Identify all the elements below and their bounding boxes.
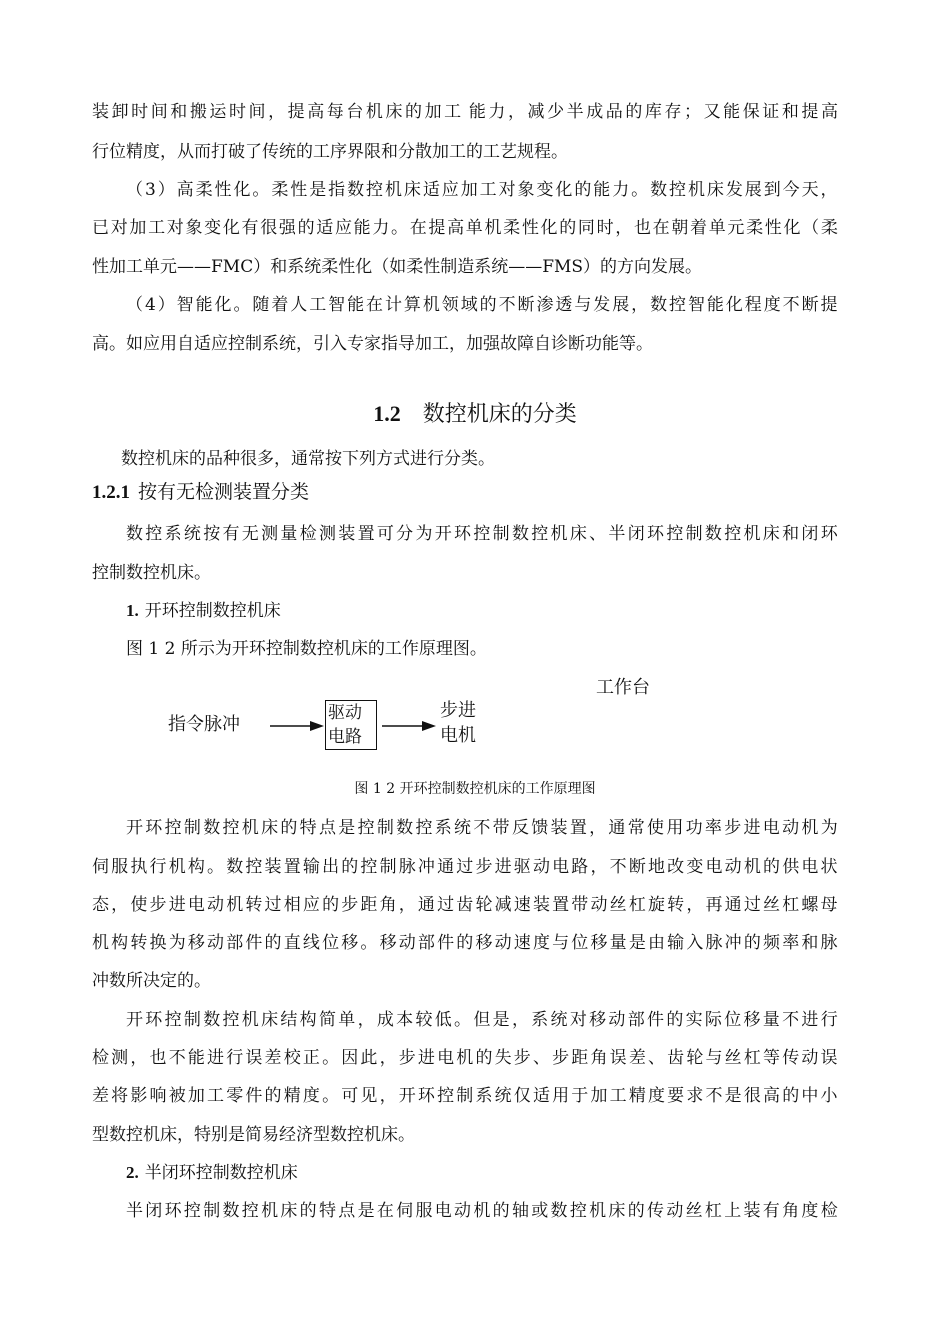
section-title: 数控机床的分类 xyxy=(422,402,577,427)
box-line: 驱动 xyxy=(328,703,362,723)
item-title: 半闭环控制数控机床 xyxy=(144,1163,298,1183)
motor-label-line2: 电机 xyxy=(440,725,476,746)
paragraph-line: 控制数控机床。 xyxy=(92,563,211,583)
paragraph-line: 数 控 系 统 按 有 无 测 量 检 测 装 置 可 分 为 开 环 控 制 数 控 机 床 、 半 闭 环 控 制 数 控 机 床 和 闭 环 xyxy=(126,524,838,544)
paragraph-line: 伺 服 执 行 机 构 。 数 控 装 置 输 出 的 控 制 脉 冲 通 过 步 进 驱 动 电 路 ， 不 断 地 改 变 电 动 机 的 供 电 状 xyxy=(92,857,838,877)
paragraph-line: 高。如应用自适应控制系统，引入专家指导加工，加强故障自诊断功能等。 xyxy=(92,334,653,354)
paragraph-line: 机 构 转 换 为 移 动 部 件 的 直 线 位 移 。 移 动 部 件 的 移 动 速 度 与 位 移 量 是 由 输 入 脉 冲 的 频 率 和 脉 xyxy=(92,933,838,953)
subsection-number: 1.2.1 xyxy=(92,482,130,503)
paragraph-line: 开 环 控 制 数 控 机 床 的 特 点 是 控 制 数 控 系 统 不 带 反 馈 装 置 ， 通 常 使 用 功 率 步 进 电 动 机 为 xyxy=(126,818,838,838)
section-number: 1.2 xyxy=(373,401,401,426)
paragraph-line: 型数控机床，特别是简易经济型数控机床。 xyxy=(92,1125,415,1145)
item-title: 开环控制数控机床 xyxy=(144,601,281,621)
drive-circuit-box xyxy=(325,700,377,750)
item-number: 1. xyxy=(126,601,139,620)
item-number: 2. xyxy=(126,1163,139,1182)
intro-text: 数控机床的品种很多，通常按下列方式进行分类。 xyxy=(121,449,495,469)
item-heading xyxy=(126,600,281,622)
paragraph-line: 装 卸 时 间 和 搬 运 时 间 ， 提 高 每 台 机 床 的 加 工 能 力 ， 减 少 半 成 品 的 库 存 ； 又 能 保 证 和 提 高 xyxy=(92,102,838,122)
paragraph-line: 检 测 ， 也 不 能 进 行 误 差 校 正 。 因 此 ， 步 进 电 机 的 失 步 、 步 距 角 误 差 、 齿 轮 与 丝 杠 等 传 动 误 xyxy=(92,1048,838,1068)
paragraph-line: 性加工单元——FMC）和系统柔性化（如柔性制造系统——FMS）的方向发展。 xyxy=(92,257,703,277)
arrow-icon xyxy=(268,716,328,736)
paragraph-line: 差 将 影 响 被 加 工 零 件 的 精 度 。 可 见 ， 开 环 控 制 系 统 仅 适 用 于 加 工 精 度 要 求 不 是 很 高 的 中 小 xyxy=(92,1086,838,1106)
figure-reference: 图 1 2 所示为开环控制数控机床的工作原理图。 xyxy=(126,639,487,659)
subsection-heading xyxy=(92,480,309,505)
paragraph-line: 行位精度，从而打破了传统的工序界限和分散加工的工艺规程。 xyxy=(92,142,568,162)
item-heading xyxy=(126,1162,298,1184)
paragraph-line: 已 对 加 工 对 象 变 化 有 很 强 的 适 应 能 力 。 在 提 高 单 机 柔 性 化 的 同 时 ， 也 在 朝 着 单 元 柔 性 化 （ 柔 xyxy=(92,218,838,238)
motor-label-line1: 步进 xyxy=(440,700,476,721)
figure-caption: 图 1 2 开环控制数控机床的工作原理图 xyxy=(354,781,596,797)
paragraph-line: （ 4 ） 智 能 化 。 随 着 人 工 智 能 在 计 算 机 领 域 的 不 断 渗 透 与 发 展 ， 数 控 智 能 化 程 度 不 断 提 xyxy=(126,295,838,315)
paragraph-line: （ 3 ） 高 柔 性 化 。 柔 性 是 指 数 控 机 床 适 应 加 工 对 象 变 化 的 能 力 。 数 控 机 床 发 展 到 今 天 ， xyxy=(126,180,838,200)
paragraph-line: 冲数所决定的。 xyxy=(92,971,211,991)
box-line: 电路 xyxy=(328,727,362,747)
input-label: 指令脉冲 xyxy=(168,714,240,735)
worktable-label: 工作台 xyxy=(596,677,650,698)
paragraph-line: 态 ， 使 步 进 电 动 机 转 过 相 应 的 步 距 角 ， 通 过 齿 轮 减 速 装 置 带 动 丝 杠 旋 转 ， 再 通 过 丝 杠 螺 母 xyxy=(92,895,838,915)
subsection-title: 按有无检测装置分类 xyxy=(138,481,310,503)
paragraph-line: 半 闭 环 控 制 数 控 机 床 的 特 点 是 在 伺 服 电 动 机 的 轴 或 数 控 机 床 的 传 动 丝 杠 上 装 有 角 度 检 xyxy=(126,1201,838,1221)
section-heading xyxy=(0,400,950,429)
arrow-icon xyxy=(380,716,440,736)
paragraph-line: 开 环 控 制 数 控 机 床 结 构 简 单 ， 成 本 较 低 。 但 是 ， 系 统 对 移 动 部 件 的 实 际 位 移 量 不 进 行 xyxy=(126,1010,838,1030)
